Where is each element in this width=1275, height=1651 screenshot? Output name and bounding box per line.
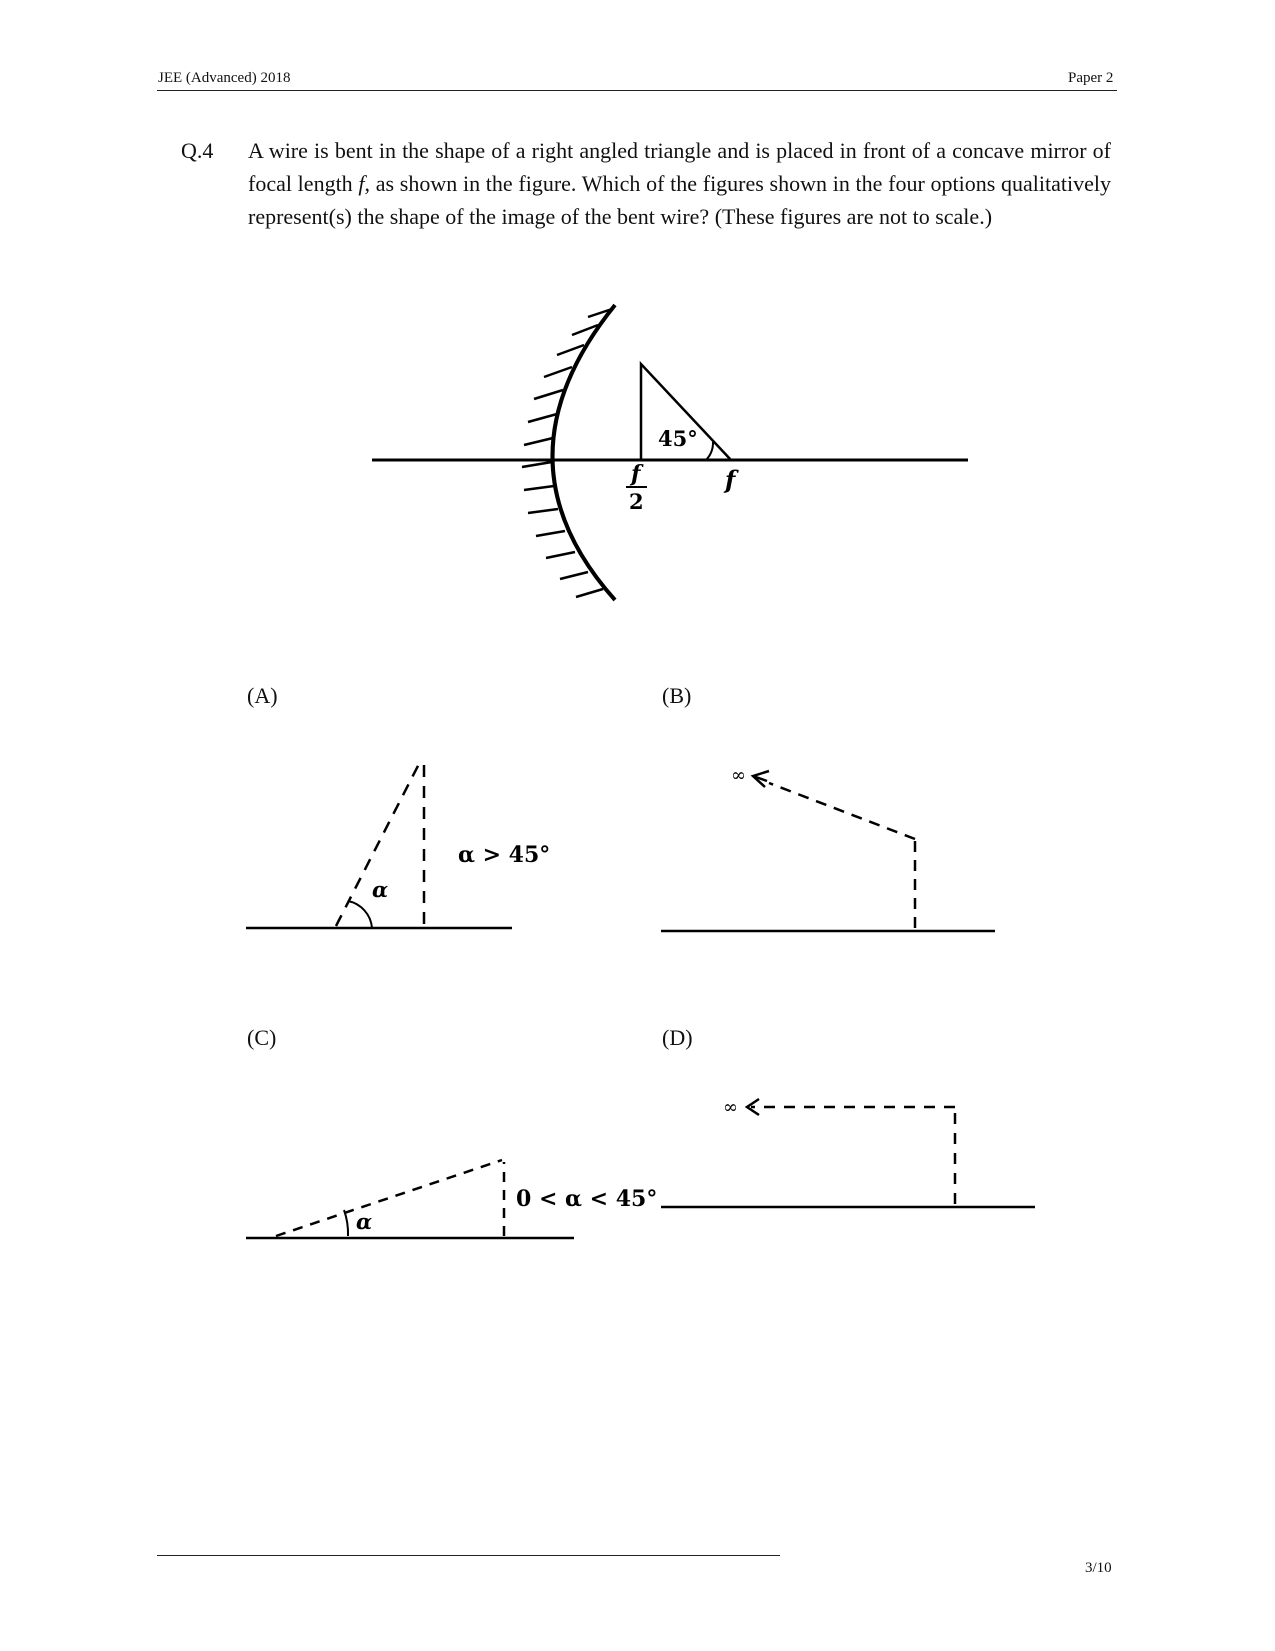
option-c-figure xyxy=(240,1140,658,1250)
option-a-label: (A) xyxy=(247,683,278,708)
option-b-label: (B) xyxy=(662,683,692,708)
angle-45-label: 45° xyxy=(658,426,698,451)
option-b-infinity: ∞ xyxy=(731,765,746,786)
question-text xyxy=(248,134,1111,233)
option-b-dashed-slant xyxy=(769,783,915,839)
header-exam-title: JEE (Advanced) 2018 xyxy=(158,70,291,86)
question-number: Q.4 xyxy=(181,138,214,163)
mirror-hatching xyxy=(522,309,612,597)
header-paper-number: Paper 2 xyxy=(1068,70,1114,86)
option-d-label: (D) xyxy=(662,1025,693,1050)
question-text-part-2: , as shown in the figure. Which of the figures shown in the four options qualitatively represent(s) the shape of the image of the bent wire? (These figures are not to scale.) xyxy=(248,171,1111,229)
angle-arc xyxy=(706,442,713,460)
option-c-label: (C) xyxy=(247,1025,277,1050)
option-d-figure xyxy=(655,1085,1055,1220)
focal-length-symbol: f xyxy=(358,171,365,196)
option-b-figure xyxy=(655,755,1005,940)
option-a-condition: α > 45° xyxy=(458,842,551,868)
f-half-numerator: f xyxy=(631,461,641,487)
option-d-infinity: ∞ xyxy=(723,1097,738,1118)
option-a-angle-arc xyxy=(348,901,372,928)
page-number: 3/10 xyxy=(1085,1560,1112,1576)
f-half-denominator: 2 xyxy=(629,489,644,514)
option-a-figure xyxy=(240,740,570,940)
option-c-angle-arc xyxy=(344,1210,348,1236)
question-text-part-1: A wire is bent in the shape of a right angled triangle and is placed in front of a concave mirror of focal length xyxy=(248,138,1111,196)
option-c-dashed-hypotenuse xyxy=(276,1160,502,1236)
header-rule xyxy=(157,90,1117,91)
option-c-condition: 0 < α < 45° xyxy=(516,1186,658,1212)
mirror-figure xyxy=(360,295,980,615)
option-c-alpha: α xyxy=(356,1209,373,1234)
option-a-alpha: α xyxy=(372,877,389,902)
footer-rule xyxy=(157,1555,780,1556)
f-label: f xyxy=(725,465,736,494)
